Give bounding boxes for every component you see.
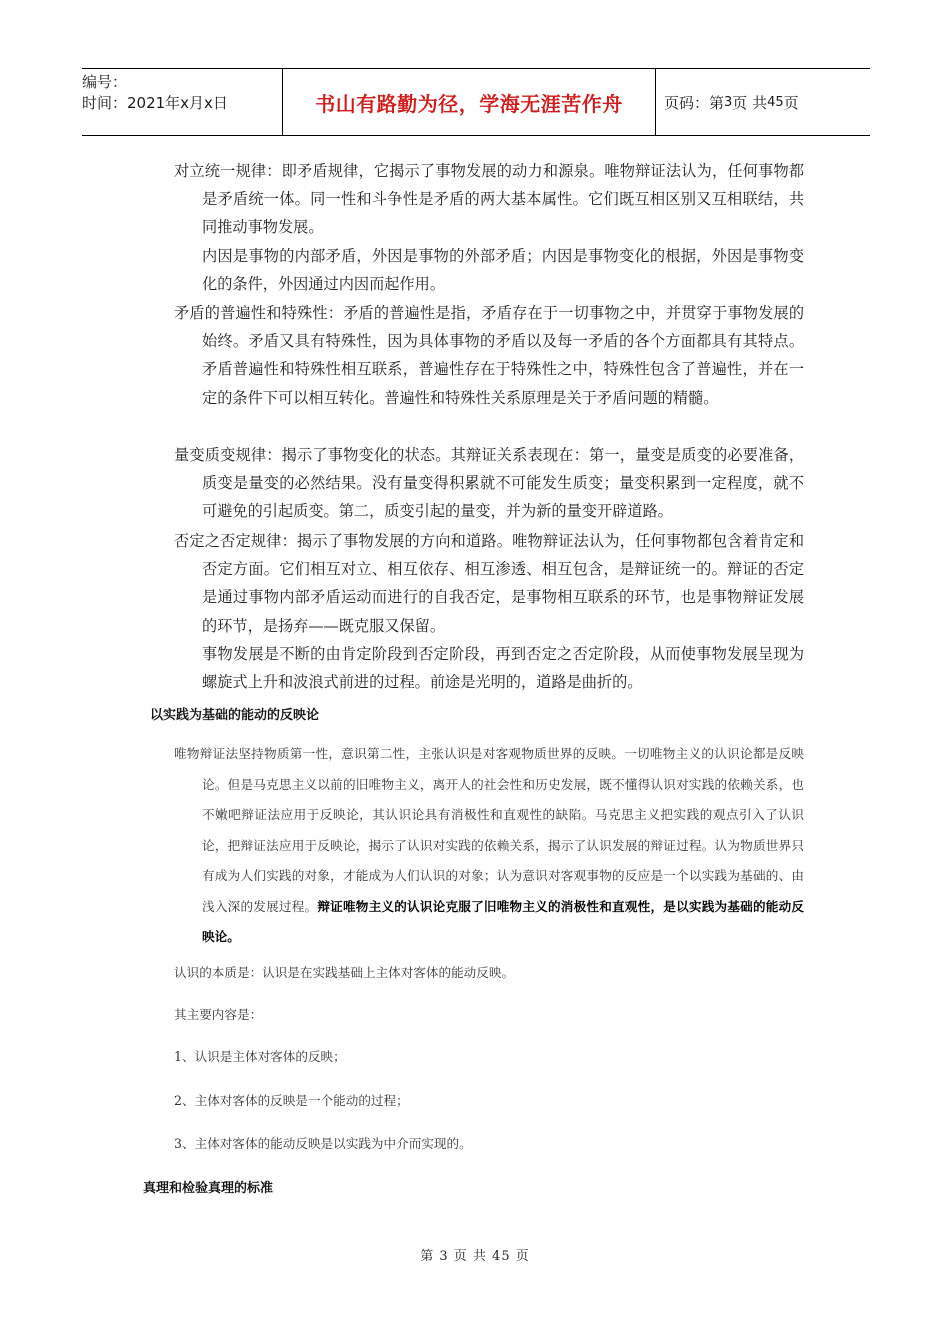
page-total: 45 xyxy=(767,94,784,110)
page-prefix: 页码：第 xyxy=(664,93,725,112)
page-mid: 页 共 xyxy=(732,93,768,112)
main-content-intro: 其主要内容是： xyxy=(174,1007,263,1022)
header-motto: 书山有路勤为径，学海无涯苦作舟 xyxy=(282,69,656,135)
document-date: 时间：2021年x月x日 xyxy=(82,94,228,112)
section-heading-reflection-theory: 以实践为基础的能动的反映论 xyxy=(150,708,320,723)
paragraph-spiral-development: 事物发展是不断的由肯定阶段到否定阶段，再到否定之否定阶段，从而使事物发展呈现为螺旋式上升和波浪式前进的过程。前途是光明的，道路是曲折的。 xyxy=(202,645,804,692)
page-suffix: 页 xyxy=(783,93,799,112)
paragraph-unity-of-opposites: 对立统一规律：即矛盾规律，它揭示了事物发展的动力和源泉。唯物辩证法认为，任何事物都是矛盾统一体。同一性和斗争性是矛盾的两大基本属性。它们既互相区别又互相联结，共同推动事物发展。 xyxy=(174,162,804,237)
page-header xyxy=(82,68,870,136)
header-page-info xyxy=(664,69,870,135)
page-number: 3 xyxy=(724,94,733,110)
list-item: 3、主体对客体的能动反映是以实践为中介而实现的。 xyxy=(174,1136,472,1151)
paragraph-reflection-theory xyxy=(174,739,804,953)
header-meta xyxy=(82,69,282,135)
paragraph-quantity-quality: 量变质变规律：揭示了事物变化的状态。其辩证关系表现在：第一，量变是质变的必要准备，质变是量变的必然结果。没有量变得积累就不可能发生质变；量变积累到一定程度，就不可避免的引起质变。第二，质变引起的量变，并为新的量变开辟道路。 xyxy=(174,446,804,521)
list-item: 2、主体对客体的反映是一个能动的过程； xyxy=(174,1093,409,1108)
paragraph-negation-of-negation: 否定之否定规律：揭示了事物发展的方向和道路。唯物辩证法认为，任何事物都包含着肯定和否定方面。它们相互对立、相互依存、相互渗透、相互包含，是辩证统一的。辩证的否定是通过事物内部矛盾运动而进行的自我否定，是事物相互联系的环节，也是事物辩证发展的环节，是扬弃——既克服又保留。 xyxy=(174,532,804,635)
list-item: 1、认识是主体对客体的反映； xyxy=(174,1049,346,1064)
reflection-theory-conclusion: 辩证唯物主义的认识论克服了旧唯物主义的消极性和直观性，是以实践为基础的能动反映论。 xyxy=(202,898,805,944)
paragraph-universality-particularity: 矛盾的普遍性和特殊性：矛盾的普遍性是指，矛盾存在于一切事物之中，并贯穿于事物发展的始终。矛盾又具有特殊性，因为具体事物的矛盾以及每一矛盾的各个方面都具有其特点。矛盾普遍性和特殊性相互联系，普遍性存在于特殊性之中，特殊性包含了普遍性，并在一定的条件下可以相互转化。普遍性和特殊性关系原理是关于矛盾问题的精髓。 xyxy=(174,304,804,407)
document-code-label: 编号： xyxy=(82,73,128,91)
section-heading-truth: 真理和检验真理的标准 xyxy=(143,1181,274,1196)
page-footer: 第 3 页 共 45 页 xyxy=(420,1249,530,1264)
paragraph-internal-external-causes: 内因是事物的内部矛盾，外因是事物的外部矛盾；内因是事物变化的根据，外因是事物变化的条件，外因通过内因而起作用。 xyxy=(202,247,804,294)
essence-of-cognition: 认识的本质是：认识是在实践基础上主体对客体的能动反映。 xyxy=(174,965,515,980)
reflection-theory-main: 唯物辩证法坚持物质第一性，意识第二性，主张认识是对客观物质世界的反映。一切唯物主义的认识论都是反映论。但是马克思主义以前的旧唯物主义，离开人的社会性和历史发展，既不懂得认识对实践的依赖关系，也不嫩吧辩证法应用于反映论，其认识论具有消极性和直观性的缺陷。马克思主义把实践的观点引入了认识论，把辩证法应用于反映论，揭示了认识对实践的依赖关系，揭示了认识发展的辩证过程。认为物质世界只有成为人们实践的对象，才能成为人们认识的对象；认为意识对客观事物的反应是一个以实践为基础的、由浅入深的发展过程。 xyxy=(174,746,804,914)
